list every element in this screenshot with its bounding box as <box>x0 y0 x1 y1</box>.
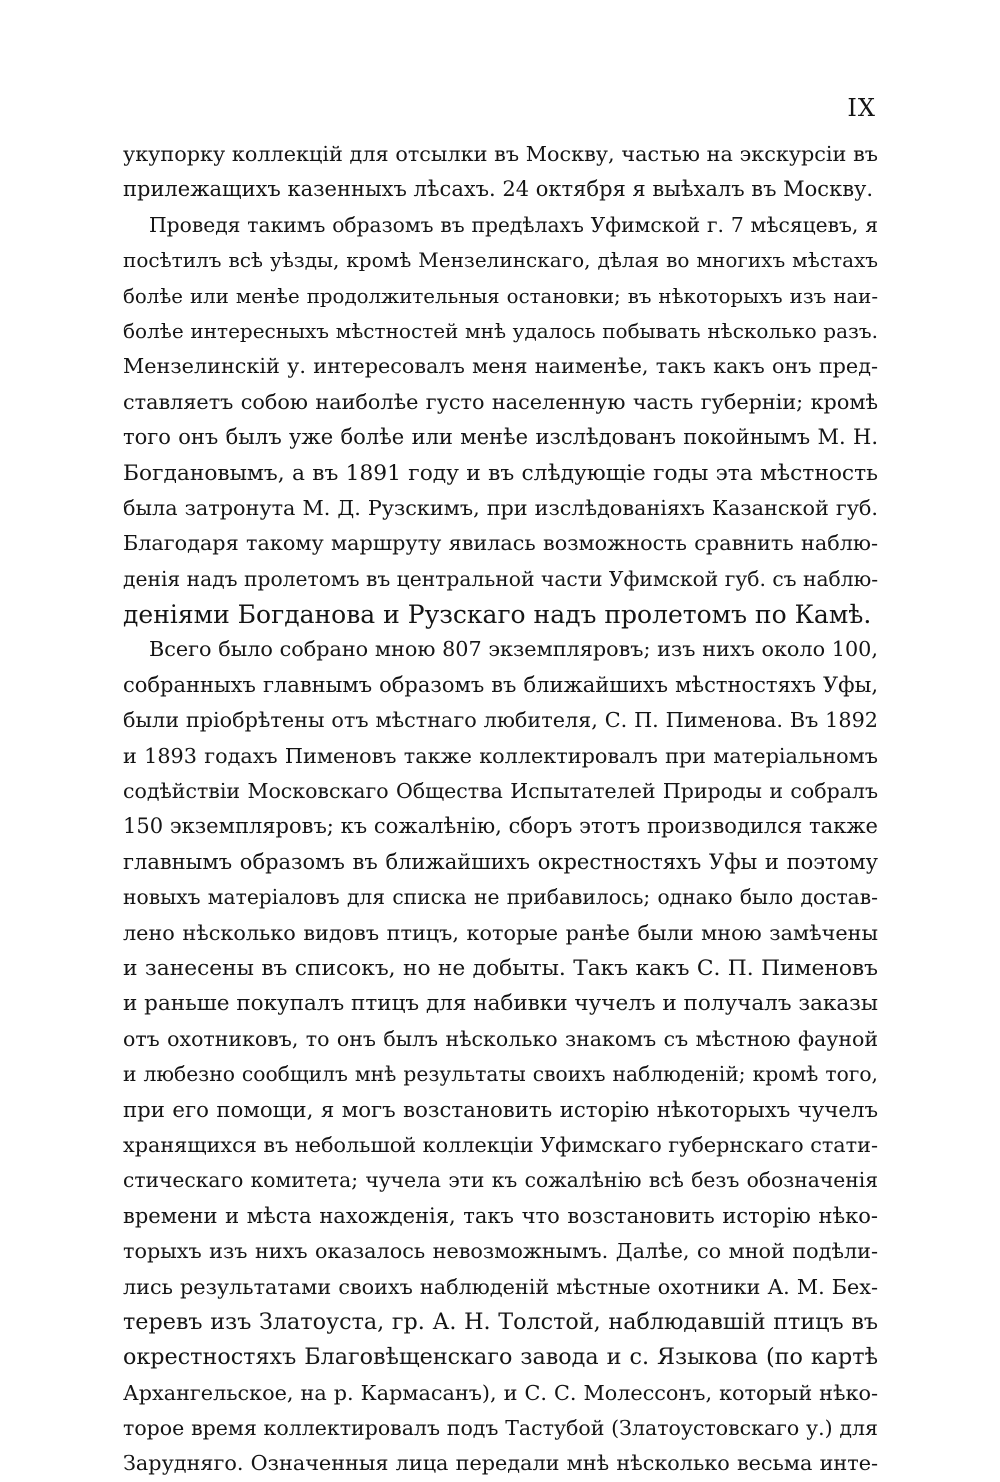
text-line: и раньше покупалъ птицъ для набивки чучелъ и получалъ заказы <box>123 991 878 1017</box>
text-line: Богдановымъ, а въ 1891 году и въ слѣдующіе годы эта мѣстность <box>123 460 878 486</box>
text-line: 150 экземпляровъ; къ сожалѣнію, сборъ этотъ производился также <box>123 814 878 839</box>
text-line: торое время коллектировалъ подъ Тастубой (Златоустовскаго у.) для <box>123 1416 878 1441</box>
text-line: и любезно сообщилъ мнѣ результаты своихъ наблюденій; кромѣ того, <box>123 1062 878 1087</box>
text-line: лись результатами своихъ наблюденій мѣстные охотники А. М. Бех- <box>123 1274 878 1299</box>
text-line: ставляетъ собою наиболѣе густо населенную часть губерніи; кромѣ <box>123 389 878 414</box>
page-number: IX <box>847 94 876 122</box>
text-line: Архангельское, на р. Кармасанъ), и С. С. Молессонъ, который нѣко- <box>123 1380 878 1405</box>
text-line: болѣе или менѣе продолжительныя остановки; въ нѣкоторыхъ изъ наи- <box>123 284 878 308</box>
text-line: и занесены въ списокъ, но не добыты. Такъ какъ С. П. Пименовъ <box>123 955 878 981</box>
text-line: новыхъ матеріаловъ для списка не прибавилось; однако было достав- <box>123 885 878 910</box>
text-line: денія надъ пролетомъ въ центральной части Уфимской губ. съ наблю- <box>123 566 879 591</box>
text-line: посѣтилъ всѣ уѣзды, кромѣ Мензелинскаго, дѣлая во многихъ мѣстахъ <box>123 248 878 273</box>
text-line: лено нѣсколько видовъ птицъ, которые ранѣе были мною замѣчены <box>123 920 878 945</box>
text-line: времени и мѣста нахожденія, такъ что возстановить исторію нѣко- <box>123 1203 878 1228</box>
text-line: того онъ былъ уже болѣе или менѣе изслѣдованъ покойнымъ М. Н. <box>123 425 878 450</box>
text-line: отъ охотниковъ, то онъ былъ нѣсколько знакомъ съ мѣстною фауной <box>123 1026 878 1051</box>
text-line: хранящихся въ небольшой коллекціи Уфимскаго губернскаго стати- <box>123 1132 878 1157</box>
text-line: укупорку коллекцій для отсылки въ Москву, частью на экскурсіи въ <box>123 142 878 166</box>
text-line: Всего было собрано мною 807 экземпляровъ; изъ нихъ около 100, <box>149 637 878 662</box>
body-text <box>123 137 878 1482</box>
text-line: стическаго комитета; чучела эти къ сожалѣнію всѣ безъ обозначенія <box>123 1168 878 1193</box>
text-line: Проведя такимъ образомъ въ предѣлахъ Уфимской г. 7 мѣсяцевъ, я <box>149 212 878 237</box>
text-line: при его помощи, я могъ возстановить исторію нѣкоторыхъ чучелъ <box>123 1097 878 1123</box>
text-line: Благодаря такому маршруту явилась возможность сравнить наблю- <box>123 531 878 556</box>
text-line: содѣйствіи Московскаго Общества Испытателей Природы и собралъ <box>123 779 878 804</box>
text-line: была затронута М. Д. Рузскимъ, при изслѣдованіяхъ Казанской губ. <box>123 495 878 520</box>
text-line: были пріобрѣтены отъ мѣстнаго любителя, С. П. Пименова. Въ 1892 <box>123 708 878 733</box>
text-line: Зарудняго. Означенныя лица передали мнѣ нѣсколько весьма инте- <box>123 1451 878 1476</box>
text-line: и 1893 годахъ Пименовъ также коллектировалъ при матеріальномъ <box>123 743 878 768</box>
text-line: деніями Богданова и Рузскаго надъ пролетомъ по Камѣ. <box>123 600 872 630</box>
text-line: прилежащихъ казенныхъ лѣсахъ. 24 октября я выѣхалъ въ Москву. <box>123 177 874 202</box>
text-line: собранныхъ главнымъ образомъ въ ближайшихъ мѣстностяхъ Уфы, <box>123 672 878 697</box>
text-line: болѣе интересныхъ мѣстностей мнѣ удалось побывать нѣсколько разъ. <box>123 318 878 343</box>
text-line: главнымъ образомъ въ ближайшихъ окрестностяхъ Уфы и поэтому <box>123 849 878 874</box>
text-line: теревъ изъ Златоуста, гр. А. Н. Толстой, наблюдавшій птицъ въ <box>123 1308 878 1335</box>
text-line: Мензелинскій у. интересовалъ меня наименѣе, такъ какъ онъ пред- <box>123 354 878 379</box>
text-line: торыхъ изъ нихъ оказалось невозможнымъ. Далѣе, со мной подѣли- <box>123 1239 878 1264</box>
text-line: окрестностяхъ Благовѣщенскаго завода и с. Языкова (по картѣ <box>123 1344 878 1371</box>
